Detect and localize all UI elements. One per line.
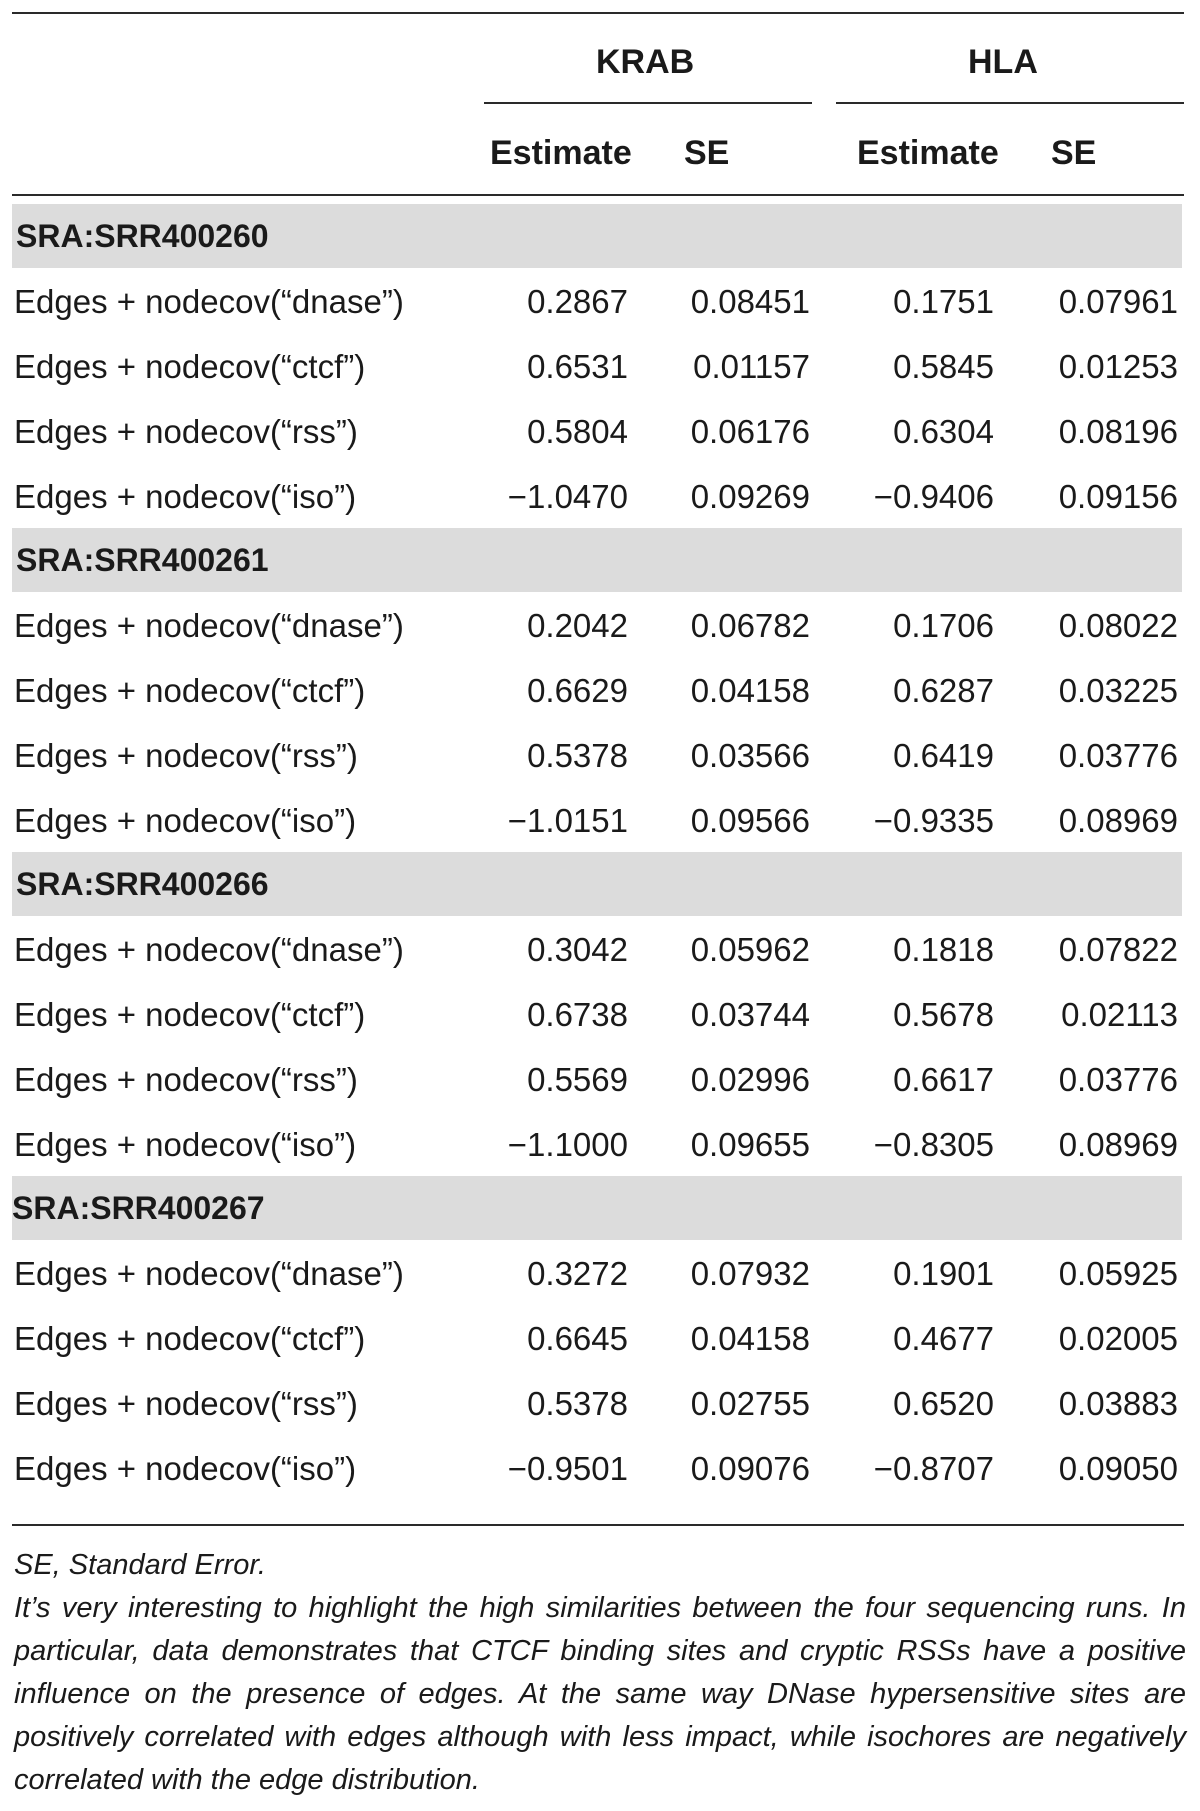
table-row: [0, 594, 1200, 658]
krab-estimate: −1.0151: [507, 802, 628, 839]
krab-se: 0.09566: [690, 802, 810, 839]
table-bottom-rule: [12, 1524, 1184, 1526]
hla-estimate: 0.4677: [893, 1320, 994, 1357]
krab-se: 0.06176: [690, 413, 810, 450]
hla-estimate: −0.9406: [873, 478, 994, 515]
header-bottom-rule: [12, 194, 1184, 196]
table-row: [0, 1048, 1200, 1112]
hla-underline: [836, 102, 1184, 104]
table-row: [0, 270, 1200, 334]
hla-estimate: 0.6419: [893, 737, 994, 774]
row-label: Edges + nodecov(“iso”): [14, 802, 357, 839]
row-label: Edges + nodecov(“iso”): [14, 478, 357, 515]
hla-se: 0.03225: [1058, 672, 1178, 709]
hla-estimate: −0.8707: [873, 1450, 994, 1487]
hla-estimate: 0.6304: [893, 413, 994, 450]
krab-se: 0.09076: [690, 1450, 810, 1487]
krab-se: 0.04158: [690, 672, 810, 709]
krab-se: 0.07932: [690, 1255, 810, 1292]
table-row: [0, 335, 1200, 399]
hla-estimate: 0.1706: [893, 607, 994, 644]
group-title: SRA:SRR400267: [12, 1190, 265, 1226]
row-label: Edges + nodecov(“dnase”): [14, 1255, 404, 1292]
krab-se: 0.08451: [690, 283, 810, 320]
hla-se: 0.09156: [1058, 478, 1178, 515]
table-row: [0, 1307, 1200, 1371]
krab-se: 0.03566: [690, 737, 810, 774]
krab-underline: [484, 102, 812, 104]
group-title: SRA:SRR400260: [16, 218, 269, 254]
krab-estimate: 0.5804: [527, 413, 628, 450]
row-label: Edges + nodecov(“ctcf”): [14, 348, 366, 385]
row-label: Edges + nodecov(“rss”): [14, 1061, 358, 1098]
hla-se: 0.09050: [1058, 1450, 1178, 1487]
hla-se: 0.03776: [1058, 737, 1178, 774]
row-label: Edges + nodecov(“dnase”): [14, 931, 404, 968]
hla-estimate: 0.5678: [893, 996, 994, 1033]
row-label: Edges + nodecov(“rss”): [14, 737, 358, 774]
row-label: Edges + nodecov(“rss”): [14, 1385, 358, 1422]
hla-estimate-header: Estimate: [857, 134, 999, 172]
hla-se: 0.03776: [1058, 1061, 1178, 1098]
krab-se: 0.02755: [690, 1385, 810, 1422]
table-row: [0, 918, 1200, 982]
krab-estimate: 0.6531: [527, 348, 628, 385]
krab-estimate: −1.1000: [507, 1126, 628, 1163]
row-label: Edges + nodecov(“rss”): [14, 413, 358, 450]
footnote-abbreviation: SE, Standard Error.: [14, 1549, 266, 1581]
hla-se: 0.02113: [1061, 996, 1178, 1033]
krab-se: 0.03744: [690, 996, 810, 1033]
krab-estimate: 0.6738: [527, 996, 628, 1033]
column-group-hla: HLA: [968, 43, 1038, 81]
table-row: [0, 724, 1200, 788]
table-top-rule: [12, 12, 1184, 14]
hla-se: 0.07961: [1058, 283, 1178, 320]
row-label: Edges + nodecov(“ctcf”): [14, 996, 366, 1033]
row-label: Edges + nodecov(“iso”): [14, 1126, 357, 1163]
krab-estimate: −0.9501: [507, 1450, 628, 1487]
row-label: Edges + nodecov(“ctcf”): [14, 1320, 366, 1357]
krab-se: 0.05962: [690, 931, 810, 968]
table-row: [0, 1113, 1200, 1177]
krab-se: 0.06782: [690, 607, 810, 644]
table-row: [0, 1437, 1200, 1501]
hla-estimate: 0.6520: [893, 1385, 994, 1422]
hla-se: 0.08969: [1058, 1126, 1178, 1163]
krab-estimate: 0.6645: [527, 1320, 628, 1357]
table-row: [0, 659, 1200, 723]
table-row: [0, 1372, 1200, 1436]
krab-estimate: 0.3042: [527, 931, 628, 968]
row-label: Edges + nodecov(“dnase”): [14, 283, 404, 320]
table-row: [0, 465, 1200, 529]
hla-estimate: −0.8305: [873, 1126, 994, 1163]
krab-se: 0.09269: [690, 478, 810, 515]
krab-se: 0.04158: [690, 1320, 810, 1357]
hla-se: 0.05925: [1058, 1255, 1178, 1292]
column-group-krab: KRAB: [596, 43, 695, 81]
hla-se: 0.08969: [1058, 802, 1178, 839]
krab-estimate: 0.5378: [527, 737, 628, 774]
row-label: Edges + nodecov(“ctcf”): [14, 672, 366, 709]
table-row: [0, 1242, 1200, 1306]
krab-estimate: 0.5378: [527, 1385, 628, 1422]
hla-se-header: SE: [1051, 134, 1097, 172]
table-row: [0, 400, 1200, 464]
krab-estimate: 0.2042: [527, 607, 628, 644]
row-label: Edges + nodecov(“iso”): [14, 1450, 357, 1487]
hla-se: 0.08022: [1058, 607, 1178, 644]
krab-se: 0.02996: [690, 1061, 810, 1098]
hla-estimate: −0.9335: [873, 802, 994, 839]
krab-estimate: 0.3272: [527, 1255, 628, 1292]
hla-se: 0.02005: [1058, 1320, 1178, 1357]
hla-estimate: 0.1818: [893, 931, 994, 968]
group-title: SRA:SRR400261: [16, 542, 269, 578]
hla-se: 0.08196: [1058, 413, 1178, 450]
hla-se: 0.01253: [1058, 348, 1178, 385]
hla-se: 0.07822: [1058, 931, 1178, 968]
table-row: [0, 789, 1200, 853]
krab-estimate: 0.2867: [527, 283, 628, 320]
hla-se: 0.03883: [1058, 1385, 1178, 1422]
hla-estimate: 0.6287: [893, 672, 994, 709]
hla-estimate: 0.6617: [893, 1061, 994, 1098]
krab-se: 0.01157: [693, 348, 810, 385]
krab-estimate-header: Estimate: [490, 134, 632, 172]
table-row: [0, 983, 1200, 1047]
group-title: SRA:SRR400266: [16, 866, 269, 902]
krab-se-header: SE: [684, 134, 730, 172]
krab-estimate: 0.5569: [527, 1061, 628, 1098]
hla-estimate: 0.1901: [893, 1255, 994, 1292]
row-label: Edges + nodecov(“dnase”): [14, 607, 404, 644]
hla-estimate: 0.5845: [893, 348, 994, 385]
footnote-text: It’s very interesting to highlight the high similarities between the four sequencing runs. In particular, data demonstrates that CTCF binding sites and cryptic RSSs have a positive influence on the presence of edges. At the same way DNase hypersensitive sites are positively correlated with edges although with less impact, while isochores are negatively correlated with the edge distribution.: [14, 1592, 1186, 1796]
krab-se: 0.09655: [690, 1126, 810, 1163]
krab-estimate: 0.6629: [527, 672, 628, 709]
hla-estimate: 0.1751: [893, 283, 994, 320]
krab-estimate: −1.0470: [507, 478, 628, 515]
